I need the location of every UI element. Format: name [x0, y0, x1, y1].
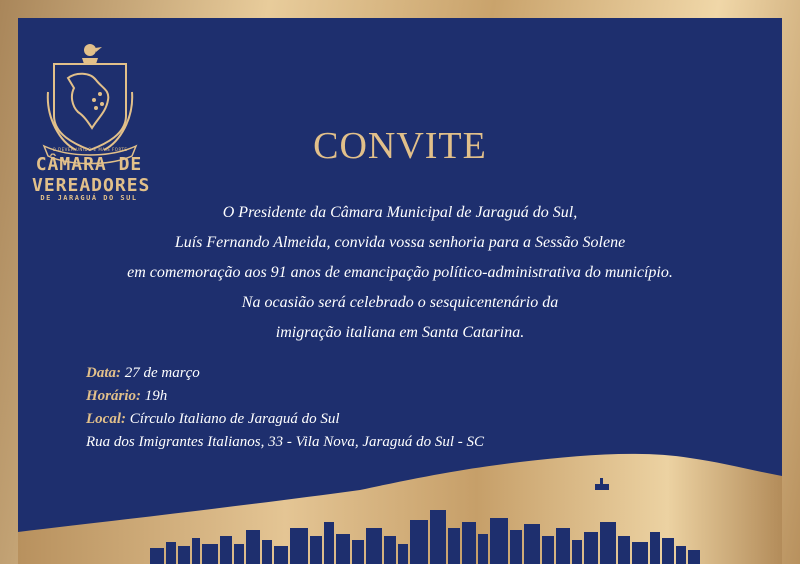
- place-row: [86, 408, 484, 431]
- time-value: 19h: [144, 388, 168, 404]
- date-row: [86, 362, 484, 385]
- invitation-line-5: imigração italiana em Santa Catarina.: [275, 324, 525, 341]
- invitation-line-3: em comemoração aos 91 anos de emancipação político-administrativa do município.: [127, 264, 673, 281]
- event-details: [86, 362, 484, 454]
- invitation-line-2: Luís Fernando Almeida, convida vossa senhoria para a Sessão Solene: [174, 234, 626, 251]
- invitation-body: [0, 198, 800, 348]
- date-label: Data:: [86, 365, 121, 381]
- logo-ribbon-text: O DEVER UNIDO É MAIS FORTE: [52, 147, 128, 152]
- time-label: Horário:: [86, 388, 142, 404]
- time-row: [86, 385, 484, 408]
- place-label: Local:: [86, 411, 126, 427]
- logo-title-line2: VEREADORES: [32, 175, 151, 196]
- invitation-title: CONVITE: [313, 125, 487, 167]
- invitation-line-1: O Presidente da Câmara Municipal de Jaraguá do Sul,: [222, 204, 578, 221]
- logo-title-line3: DE JARAGUÁ DO SUL: [40, 194, 138, 202]
- place-value: Círculo Italiano de Jaraguá do Sul: [129, 411, 340, 427]
- logo-title-line1: CÂMARA DE: [35, 154, 143, 175]
- date-value: 27 de março: [124, 365, 200, 381]
- invitation-line-4: Na ocasião será celebrado o sesquicentenário da: [241, 294, 559, 311]
- address-row: Rua dos Imigrantes Italianos, 33 - Vila Nova, Jaraguá do Sul - SC: [86, 434, 485, 450]
